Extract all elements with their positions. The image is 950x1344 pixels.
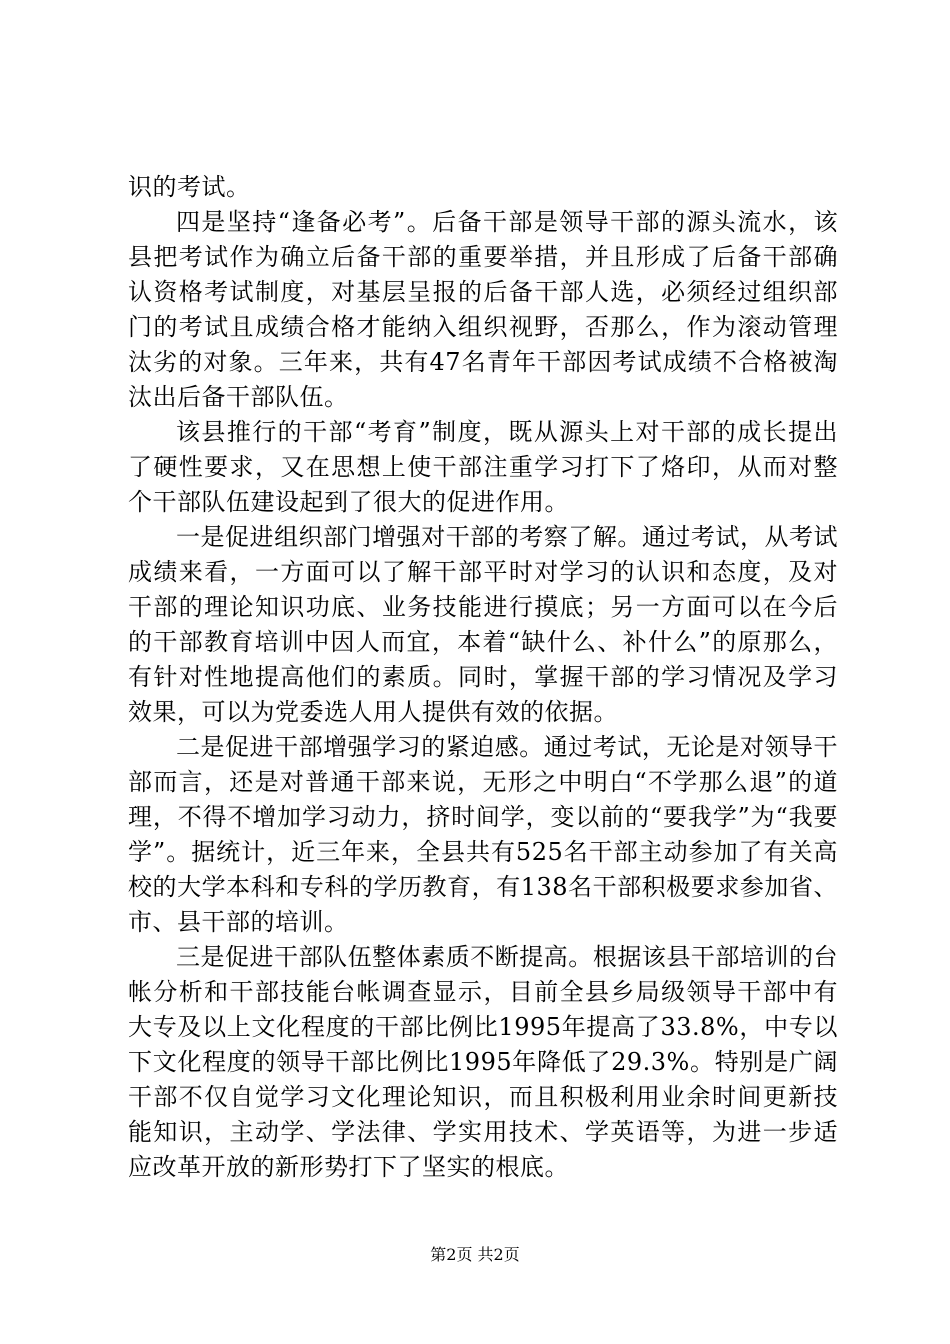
- paragraph-point-one: 一是促进组织部门增强对干部的考察了解。通过考试，从考试成绩来看，一方面可以了解干部平时对学习的认识和态度，及对干部的理论知识功底、业务技能进行摸底；另一方面可以在今后的干部教育培训中因人而宜，本着“缺什么、补什么”的原那么，有针对性地提高他们的素质。同时，掌握干部的学习情况及学习效果，可以为党委选人用人提供有效的依据。: [128, 523, 838, 726]
- document-body: [128, 170, 838, 1185]
- page-number-footer: 第2页 共2页: [430, 1245, 520, 1264]
- paragraph-point-three: 三是促进干部队伍整体素质不断提高。根据该县干部培训的台帐分析和干部技能台帐调查显示，目前全县乡局级领导干部中有大专及以上文化程度的干部比例比1995年提高了33.8%，中专以下文化程度的领导干部比例比1995年降低了29.3%。特别是广阔干部不仅自觉学习文化理论知识，而且积极利用业余时间更新技能知识，主动学、学法律、学实用技术、学英语等，为进一步适应改革开放的新形势打下了坚实的根底。: [128, 943, 838, 1181]
- paragraph-backup-cadre-exam: 四是坚持“逢备必考”。后备干部是领导干部的源头流水，该县把考试作为确立后备干部的重要举措，并且形成了后备干部确认资格考试制度，对基层呈报的后备干部人选，必须经过组织部门的考试且成绩合格才能纳入组织视野，否那么，作为滚动管理汰劣的对象。三年来，共有47名青年干部因考试成绩不合格被淘汰出后备干部队伍。: [128, 208, 838, 411]
- paragraph-point-two: 二是促进干部增强学习的紧迫感。通过考试，无论是对领导干部而言，还是对普通干部来说，无形之中明白“不学那么退”的道理，不得不增加学习动力，挤时间学，变以前的“要我学”为“我要学”。据统计，近三年来，全县共有525名干部主动参加了有关高校的大学本科和专科的学历教育，有138名干部积极要求参加省、市、县干部的培训。: [128, 733, 838, 936]
- paragraph-exam-system-summary: 该县推行的干部“考育”制度，既从源头上对干部的成长提出了硬性要求，又在思想上使干部注重学习打下了烙印，从而对整个干部队伍建设起到了很大的促进作用。: [128, 418, 838, 516]
- paragraph-continuation: 识的考试。: [128, 173, 251, 201]
